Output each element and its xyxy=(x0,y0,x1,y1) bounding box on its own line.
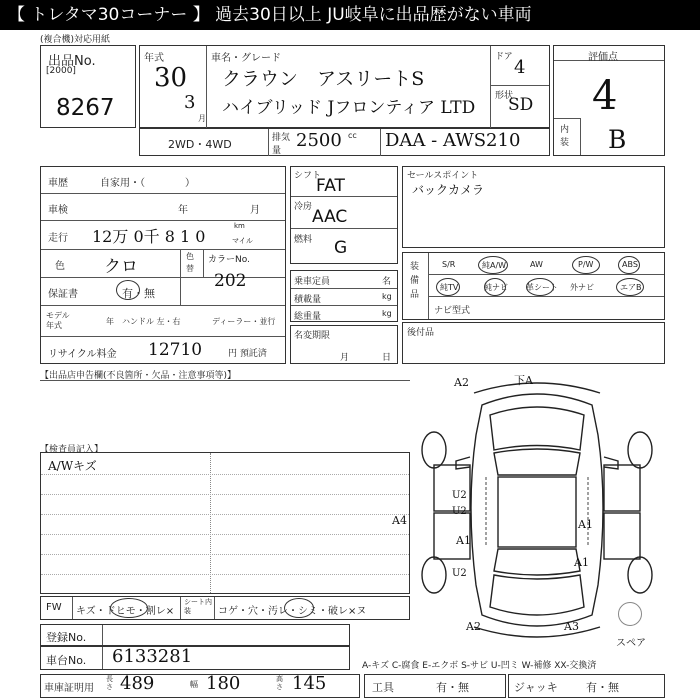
warranty-circle xyxy=(116,280,140,300)
score-label: 評価点 xyxy=(588,52,618,63)
ac-value: AAC xyxy=(312,207,348,227)
equip-navi-genuine: 純ナビ xyxy=(484,283,508,292)
car-roof xyxy=(498,477,576,547)
shift-label: シフト xyxy=(294,171,322,181)
mark-u2-3: U2 xyxy=(452,568,467,579)
mark-a4: A4 xyxy=(392,514,407,527)
cap-label: 乗車定員 xyxy=(294,277,331,287)
tools-value: 有・無 xyxy=(436,681,469,694)
inspect-year: 年 xyxy=(178,205,188,216)
model-info-dealer: ディーラー・並行 xyxy=(212,317,276,326)
mileage-unit2: マイル xyxy=(232,237,253,245)
mark-a1-right: A1 xyxy=(578,518,593,531)
warranty-value: 有・無 xyxy=(122,287,155,300)
wheel-front-right xyxy=(628,432,652,468)
cert-width: 180 xyxy=(206,673,241,694)
sales-point-value: バックカメラ xyxy=(412,183,485,197)
reg-label: 登録No. xyxy=(46,631,87,644)
equip-leather: 革シート xyxy=(526,283,558,292)
load-label: 積載量 xyxy=(294,295,322,305)
lot-number: 8267 xyxy=(56,95,115,121)
year-value: 30 xyxy=(154,63,188,93)
seat-label: シート内装 xyxy=(184,598,212,615)
expiry-day: 日 xyxy=(382,353,392,363)
color-code: 202 xyxy=(214,271,247,291)
car-windshield xyxy=(494,449,580,475)
vin-label: 車台No. xyxy=(46,654,87,667)
mark-a2-rear: A2 xyxy=(466,620,481,633)
interior-value: B xyxy=(608,125,627,154)
tools-label: 工具 xyxy=(372,681,394,694)
damage-legend: A-キズ C-腐食 E-エクボ S-サビ U-凹ミ W-補修 XX-交換済 xyxy=(362,661,597,671)
reg-row xyxy=(40,624,350,646)
seat-circle xyxy=(284,598,314,618)
rear-bumper xyxy=(474,627,600,637)
cert-width-label: 幅 xyxy=(190,680,198,689)
body-value: SD xyxy=(508,95,534,115)
wheel-rear-right xyxy=(628,557,652,593)
history-value: 自家用・（ ） xyxy=(100,178,195,189)
inspect-label: 車検 xyxy=(48,205,68,216)
mark-a1-rear: A1 xyxy=(574,556,589,569)
paper-note: (複合機)対応用紙 xyxy=(40,35,111,45)
aftermarket-box xyxy=(402,322,665,364)
car-trunk xyxy=(490,575,584,615)
mileage-value: 12万 0千 8 1 0 xyxy=(92,227,206,246)
fw-circle xyxy=(110,598,148,618)
cert-length-label: 長さ xyxy=(106,675,113,691)
weight-label: 総重量 xyxy=(294,312,322,322)
score-value: 4 xyxy=(592,73,618,119)
history-label: 車歴 xyxy=(48,178,68,189)
jack-label: ジャッキ xyxy=(514,681,558,694)
cap-unit: 名 xyxy=(382,277,392,287)
circle-tv xyxy=(436,278,460,296)
mark-a1-left: A1 xyxy=(456,534,471,547)
weight-unit: kg xyxy=(382,309,392,318)
front-bumper xyxy=(474,383,600,393)
model-info-handle: ハンドル 左・右 xyxy=(122,317,181,326)
cert-height-label: 高さ xyxy=(276,675,283,691)
vin-row xyxy=(40,646,350,670)
lot-stamp: [2000] xyxy=(46,66,76,76)
recycle-value: 12710 xyxy=(148,340,203,360)
mileage-unit1: km xyxy=(234,222,245,230)
car-body-outline xyxy=(471,394,603,626)
circle-leather xyxy=(526,278,554,296)
circle-abs xyxy=(618,256,640,274)
fw-items: キズ・ドヒモ・割レ× xyxy=(76,606,175,617)
body-label: 形状 xyxy=(495,91,514,101)
vin-value: 6133281 xyxy=(112,646,193,667)
warranty-label: 保証書 xyxy=(48,289,78,300)
mark-u2-1: U2 xyxy=(452,490,467,501)
model-info-label: モデル年式 xyxy=(46,311,70,330)
spare-tire-icon xyxy=(618,602,642,626)
equip-airbag: エアB xyxy=(620,283,642,292)
wheel-front-left xyxy=(422,432,446,468)
equip-aw-genuine: 純A/W xyxy=(482,261,507,270)
cert-height: 145 xyxy=(292,673,327,694)
recycle-unit: 円 預託済 xyxy=(228,349,267,359)
seat-items: コゲ・穴・汚レ・シミ・破レ×ヌ xyxy=(218,606,367,617)
color-change-label: 色替 xyxy=(186,252,194,273)
door-label: ドア xyxy=(495,52,513,62)
name-line2: ハイブリッド Jフロンティア LTD xyxy=(222,98,476,118)
wheel-rear-left xyxy=(422,557,446,593)
inspector-note: A/Wキズ xyxy=(48,459,97,473)
fuel-value: G xyxy=(334,238,348,258)
expiry-label: 名変期限 xyxy=(294,331,331,341)
mirror-right xyxy=(604,457,618,469)
model-info-year: 年 xyxy=(106,317,114,326)
lot-label: 出品No. xyxy=(48,54,96,69)
mark-u2-2: U2 xyxy=(452,506,467,517)
circle-navi xyxy=(484,278,506,296)
month-value: 3 xyxy=(184,92,196,113)
car-hood xyxy=(490,407,584,450)
inspect-month: 月 xyxy=(250,205,260,216)
jack-value: 有・無 xyxy=(586,681,619,694)
car-rear-glass xyxy=(494,549,580,575)
color-label: 色 xyxy=(55,261,65,272)
door-front-right xyxy=(604,465,640,511)
color-value: クロ xyxy=(104,257,138,277)
equip-navi-model: ナビ型式 xyxy=(434,306,471,316)
seller-notes-label: 【出品店申告欄(不良箇所・欠品・注意事項等)】 xyxy=(40,371,237,381)
sales-point-label: セールスポイント xyxy=(407,171,479,181)
cert-length: 489 xyxy=(120,673,155,694)
equip-label: 装備品 xyxy=(410,262,420,300)
month-unit: 月 xyxy=(198,114,206,123)
load-unit: kg xyxy=(382,292,392,301)
equip-tv: 純TV xyxy=(440,283,459,292)
info-table xyxy=(40,166,286,364)
recycle-label: リサイクル料金 xyxy=(48,349,117,360)
equip-abs: ABS xyxy=(622,260,638,269)
door-rear-right xyxy=(604,513,640,559)
year-label: 年式 xyxy=(144,53,164,64)
disp-unit: cc xyxy=(348,131,357,140)
fuel-label: 燃料 xyxy=(294,235,313,245)
inspector-label: 【検査員記入】 xyxy=(40,445,104,455)
shift-value: FAT xyxy=(316,176,345,196)
expiry-month: 月 xyxy=(340,353,350,363)
mark-a3-rear: A3 xyxy=(564,620,579,633)
circle-aw-genuine xyxy=(478,256,508,274)
door-front-left xyxy=(434,465,470,511)
interior-label: 内装 xyxy=(560,125,570,148)
ac-label: 冷房 xyxy=(294,202,313,212)
mileage-label: 走行 xyxy=(48,233,68,244)
disp-value: 2500 xyxy=(296,130,342,151)
name-line1: クラウン アスリートS xyxy=(222,68,425,90)
circle-airbag xyxy=(616,278,644,296)
chassis-model: DAA - AWS210 xyxy=(385,130,521,151)
mirror-left xyxy=(456,457,470,469)
cert-label: 車庫証明用 xyxy=(44,683,94,694)
color-code-label: カラーNo. xyxy=(208,255,250,265)
disp-label: 排気量 xyxy=(272,133,291,156)
door-value: 4 xyxy=(514,57,526,78)
circle-pw xyxy=(572,256,600,274)
equip-pw: P/W xyxy=(578,260,594,269)
equip-navi-ext: 外ナビ xyxy=(570,283,594,292)
page-banner: 【 トレタマ30コーナー 】 過去30日以上 JU岐阜に出品歴がない車両 xyxy=(0,0,700,30)
drive-value: 2WD・4WD xyxy=(168,138,232,151)
mark-under-a: 下A xyxy=(514,374,533,387)
spare-label: スペア xyxy=(616,638,646,649)
mark-a2-front: A2 xyxy=(454,376,469,389)
fw-label: FW xyxy=(46,602,62,613)
aftermarket-label: 後付品 xyxy=(407,328,435,338)
equip-sr: S/R xyxy=(442,260,456,269)
name-label: 車名・グレード xyxy=(211,53,281,64)
equip-aw: AW xyxy=(530,260,543,269)
